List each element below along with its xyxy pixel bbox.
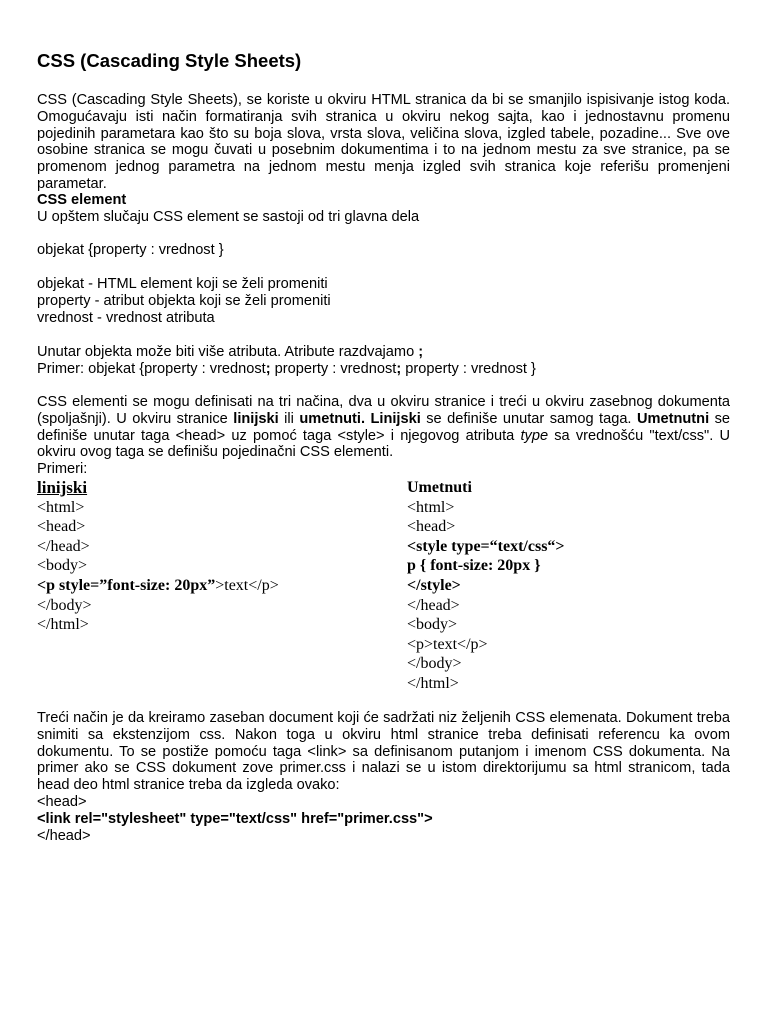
three-ways-text-4: se definiše unutar taga <head> uz pomoć taga <style> i njegovog atributa (37, 410, 731, 444)
example-sep-1: ; (265, 361, 271, 377)
code-line-p-inline (37, 576, 397, 596)
inline-example-heading: linijski (37, 478, 88, 497)
code-line: </head> (407, 596, 460, 614)
term-type: type (520, 427, 549, 444)
code-line: <body> (407, 616, 458, 634)
css-element-text: U opštem slučaju CSS element se sastoji od tri glavna dela (37, 209, 420, 225)
three-ways-text-5: sa vrednošću "text/css". U okviru ovog taga se definišu pojedinačni CSS elementi. (37, 427, 730, 461)
intro-paragraph: CSS (Cascading Style Sheets), se koriste u okviru HTML stranica da bi se smanjilo ispisivanje istog koda. Omogućavaju isti način formatiranja svih stranica u okviru nekog sajta, kao i jednostavnu promenu pojedinih parametara kao što su boja slova, vrsta slova, veličina slova, izgled tabele, pozadine... Sve ove osobine stranica se mogu čuvati u posebnim dokumentima i to na jednom mestu za sve stranice, pa se promenom jednog parametra na jednom mestu menja izgled svih stranica koje referišu promenjeni parametar. (37, 92, 730, 192)
code-line: <p>text</p> (407, 635, 488, 653)
multi-attribute-text: Unutar objekta može biti više atributa. Atribute razdvajamo (37, 344, 415, 360)
definition-vrednost: vrednost - vrednost atributa (37, 310, 215, 326)
three-ways-paragraph (37, 394, 730, 461)
example-line (37, 361, 536, 378)
code-line-bold: <style type=“text/css“> (407, 537, 565, 555)
page-title: CSS (Cascading Style Sheets) (37, 50, 302, 71)
code-line: <head> (37, 518, 86, 536)
code-line-bold: p { font-size: 20px } (407, 557, 541, 575)
example-mid: property : vrednost (270, 361, 397, 377)
code-line: </html> (407, 674, 459, 692)
code-line: <html> (37, 498, 85, 516)
code-line: <head> (407, 518, 456, 536)
definition-property: property - atribut objekta koji se želi promeniti (37, 293, 331, 309)
term-linijski: linijski (233, 410, 279, 427)
term-umetnutni: Umetnutni (636, 410, 710, 427)
code-line: </body> (37, 596, 92, 614)
examples-label: Primeri: (37, 461, 88, 477)
code-line: <body> (37, 557, 88, 575)
example-prefix: Primer: objekat {property : vrednost (37, 361, 266, 377)
term-umetnuti: umetnuti. Linijski (299, 410, 421, 427)
head-close-tag: </head> (37, 828, 91, 844)
code-line: </body> (407, 655, 462, 673)
code-line: </html> (37, 616, 89, 634)
code-p-style-attr: style=”font-size: 20px” (55, 576, 216, 594)
code-line-bold: </style> (407, 576, 461, 594)
external-css-paragraph: Treći način je da kreiramo zaseban document koji će sadržati niz željenih CSS elemenata. Dokument treba snimiti sa ekstenzijom css. Nakon toga u okviru html stranice treba definisati referencu ka ovom dokumentu. To se postiže pomoću taga <link> sa definisanom putanjom i imenom CSS dokumenta. Na primer ako se CSS dokument zove primer.css i nalazi se u istom direktorijumu sa html stranicom, tada head deo html stranice treba da izgleda ovako: (37, 710, 730, 794)
code-p-open: <p (37, 576, 56, 594)
embedded-example-column (407, 478, 727, 694)
three-ways-text-3: se definiše unutar samog taga. (420, 410, 637, 427)
example-sep-2: ; (396, 361, 402, 377)
embedded-example-heading: Umetnuti (407, 479, 472, 496)
css-element-heading: CSS element (37, 192, 127, 208)
definition-objekat: objekat - HTML element koji se želi promeniti (37, 276, 328, 292)
inline-example-column (37, 478, 397, 635)
separator-semicolon: ; (418, 344, 424, 360)
example-suffix: property : vrednost } (401, 361, 536, 377)
code-line: </head> (37, 537, 90, 555)
multi-attribute-line (37, 344, 423, 361)
syntax-line: objekat {property : vrednost } (37, 242, 224, 258)
head-open-tag: <head> (37, 794, 87, 810)
three-ways-text-1: CSS elementi se mogu definisati na tri načina, dva u okviru stranice i treći u okviru zasebnog dokumenta (spoljašnji). U okviru stranice (37, 394, 730, 427)
code-p-rest: >text</p> (215, 576, 279, 594)
code-line: <html> (407, 498, 455, 516)
link-tag: <link rel="stylesheet" type="text/css" href="primer.css"> (37, 811, 433, 827)
three-ways-text-2: ili (278, 410, 300, 427)
